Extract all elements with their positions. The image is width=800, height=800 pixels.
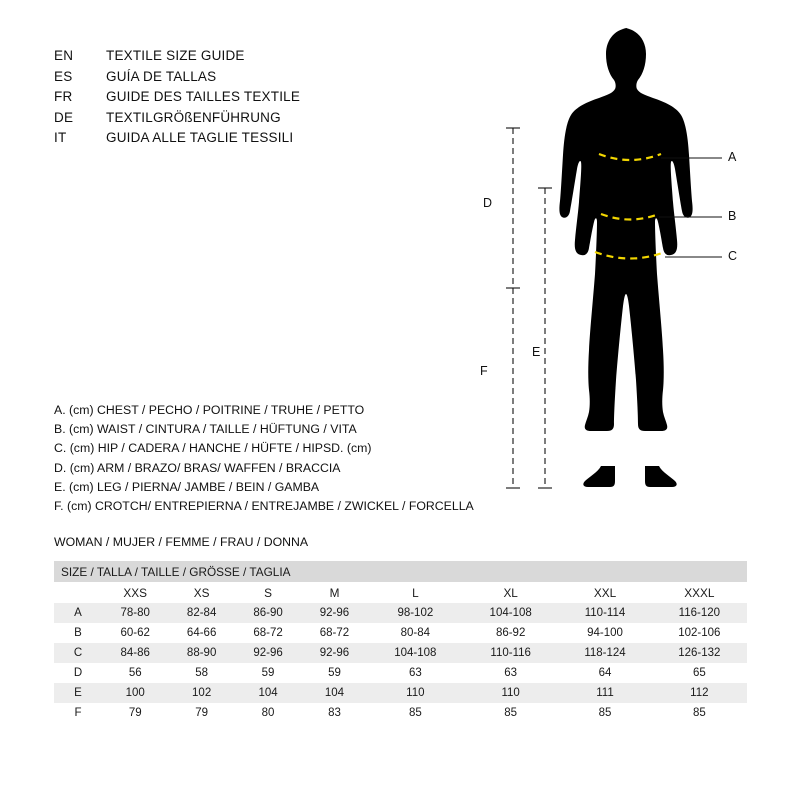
table-cell: 85 [558,703,651,723]
table-cell: 111 [558,683,651,703]
row-label: E [54,683,102,703]
language-row [54,130,474,151]
table-row [54,683,747,703]
table-cell: 82-84 [168,603,234,623]
label-c: C [728,249,738,263]
table-cell: 58 [168,663,234,683]
table-cell: 68-72 [235,623,301,643]
table-cell: 92-96 [301,603,367,623]
table-cell: 64 [558,663,651,683]
language-title: TEXTILGRÖßENFÜHRUNG [106,109,281,125]
gender-label: WOMAN / MUJER / FEMME / FRAU / DONNA [54,535,309,549]
language-title: GUIDA ALLE TAGLIE TESSILI [106,130,294,145]
legend-line-a: A. (cm) CHEST / PECHO / POITRINE / TRUHE / PETTO [54,403,365,417]
column-header: XXL [558,582,651,603]
table-row [54,623,747,643]
table-cell: 85 [652,703,747,723]
table-cell: 102 [168,683,234,703]
table-cell: 79 [102,703,168,723]
table-cell: 80-84 [368,623,463,643]
legend-line-d: D. (cm) ARM / BRAZO/ BRAS/ WAFFEN / BRACCIA [54,460,341,475]
legend-line-e: E. (cm) LEG / PIERNA/ JAMBE / BEIN / GAMBA [54,479,320,494]
table-cell: 83 [301,703,367,723]
table-cell: 65 [652,663,747,683]
language-title: GUÍA DE TALLAS [106,68,217,84]
table-title: SIZE / TALLA / TAILLE / GRÖSSE / TAGLIA [54,561,747,582]
language-title: TEXTILE SIZE GUIDE [106,48,245,63]
size-table [54,561,747,723]
table-cell: 110-114 [558,603,651,623]
table-cell: 86-90 [235,603,301,623]
table-cell: 94-100 [558,623,651,643]
language-row [54,48,474,69]
column-header: XL [463,582,558,603]
table-cell: 104-108 [368,643,463,663]
table-cell: 63 [463,663,558,683]
table-cell: 59 [235,663,301,683]
table-cell: 98-102 [368,603,463,623]
table-cell: 92-96 [301,643,367,663]
table-cell: 102-106 [652,623,747,643]
table-cell: 80 [235,703,301,723]
row-label: B [54,623,102,643]
table-row [54,643,747,663]
table-cell: 68-72 [301,623,367,643]
table-cell: 88-90 [168,643,234,663]
label-f: F [480,364,488,378]
table-cell: 104-108 [463,603,558,623]
table-cell: 116-120 [652,603,747,623]
column-header: S [235,582,301,603]
language-title: GUIDE DES TAILLES TEXTILE [106,89,301,104]
table-cell: 85 [368,703,463,723]
column-header: M [301,582,367,603]
language-title-block [54,48,474,151]
row-label: C [54,643,102,663]
measurement-legend [54,401,524,516]
legend-line-f: F. (cm) CROTCH/ ENTREPIERNA / ENTREJAMBE / ZWICKEL / FORCELLA [54,499,474,514]
table-cell: 59 [301,663,367,683]
table-cell: 84-86 [102,643,168,663]
table-row [54,603,747,623]
table-cell: 112 [652,683,747,703]
table-cell: 64-66 [168,623,234,643]
table-title-row [54,561,747,582]
table-cell: 110 [463,683,558,703]
size-table-wrapper [54,561,747,723]
table-cell: 85 [463,703,558,723]
table-row [54,663,747,683]
table-cell: 104 [235,683,301,703]
table-cell: 110-116 [463,643,558,663]
table-cell: 92-96 [235,643,301,663]
table-cell: 63 [368,663,463,683]
table-cell: 78-80 [102,603,168,623]
language-row [54,69,474,90]
table-cell: 118-124 [558,643,651,663]
row-label: F [54,703,102,723]
table-header-row [54,582,747,603]
legend-line-c: C. (cm) HIP / CADERA / HANCHE / HÜFTE / HIPSD. (cm) [54,441,372,456]
language-code: ES [54,68,73,84]
column-header: XS [168,582,234,603]
label-a: A [728,150,737,164]
legend-line-b: B. (cm) WAIST / CINTURA / TAILLE / HÜFTUNG / VITA [54,422,357,437]
corner-cell [54,582,102,603]
language-code: FR [54,89,73,104]
table-cell: 79 [168,703,234,723]
label-e: E [532,345,541,359]
table-cell: 104 [301,683,367,703]
table-cell: 100 [102,683,168,703]
table-cell: 60-62 [102,623,168,643]
language-row [54,89,474,110]
language-code: IT [54,130,67,145]
row-label: A [54,603,102,623]
language-row [54,110,474,131]
table-cell: 56 [102,663,168,683]
row-label: D [54,663,102,683]
label-d: D [483,196,493,210]
table-cell: 110 [368,683,463,703]
column-header: L [368,582,463,603]
label-b: B [728,209,737,223]
table-cell: 86-92 [463,623,558,643]
table-row [54,703,747,723]
column-header: XXS [102,582,168,603]
column-header: XXXL [652,582,747,603]
language-code: DE [54,109,74,125]
language-code: EN [54,48,74,63]
table-cell: 126-132 [652,643,747,663]
